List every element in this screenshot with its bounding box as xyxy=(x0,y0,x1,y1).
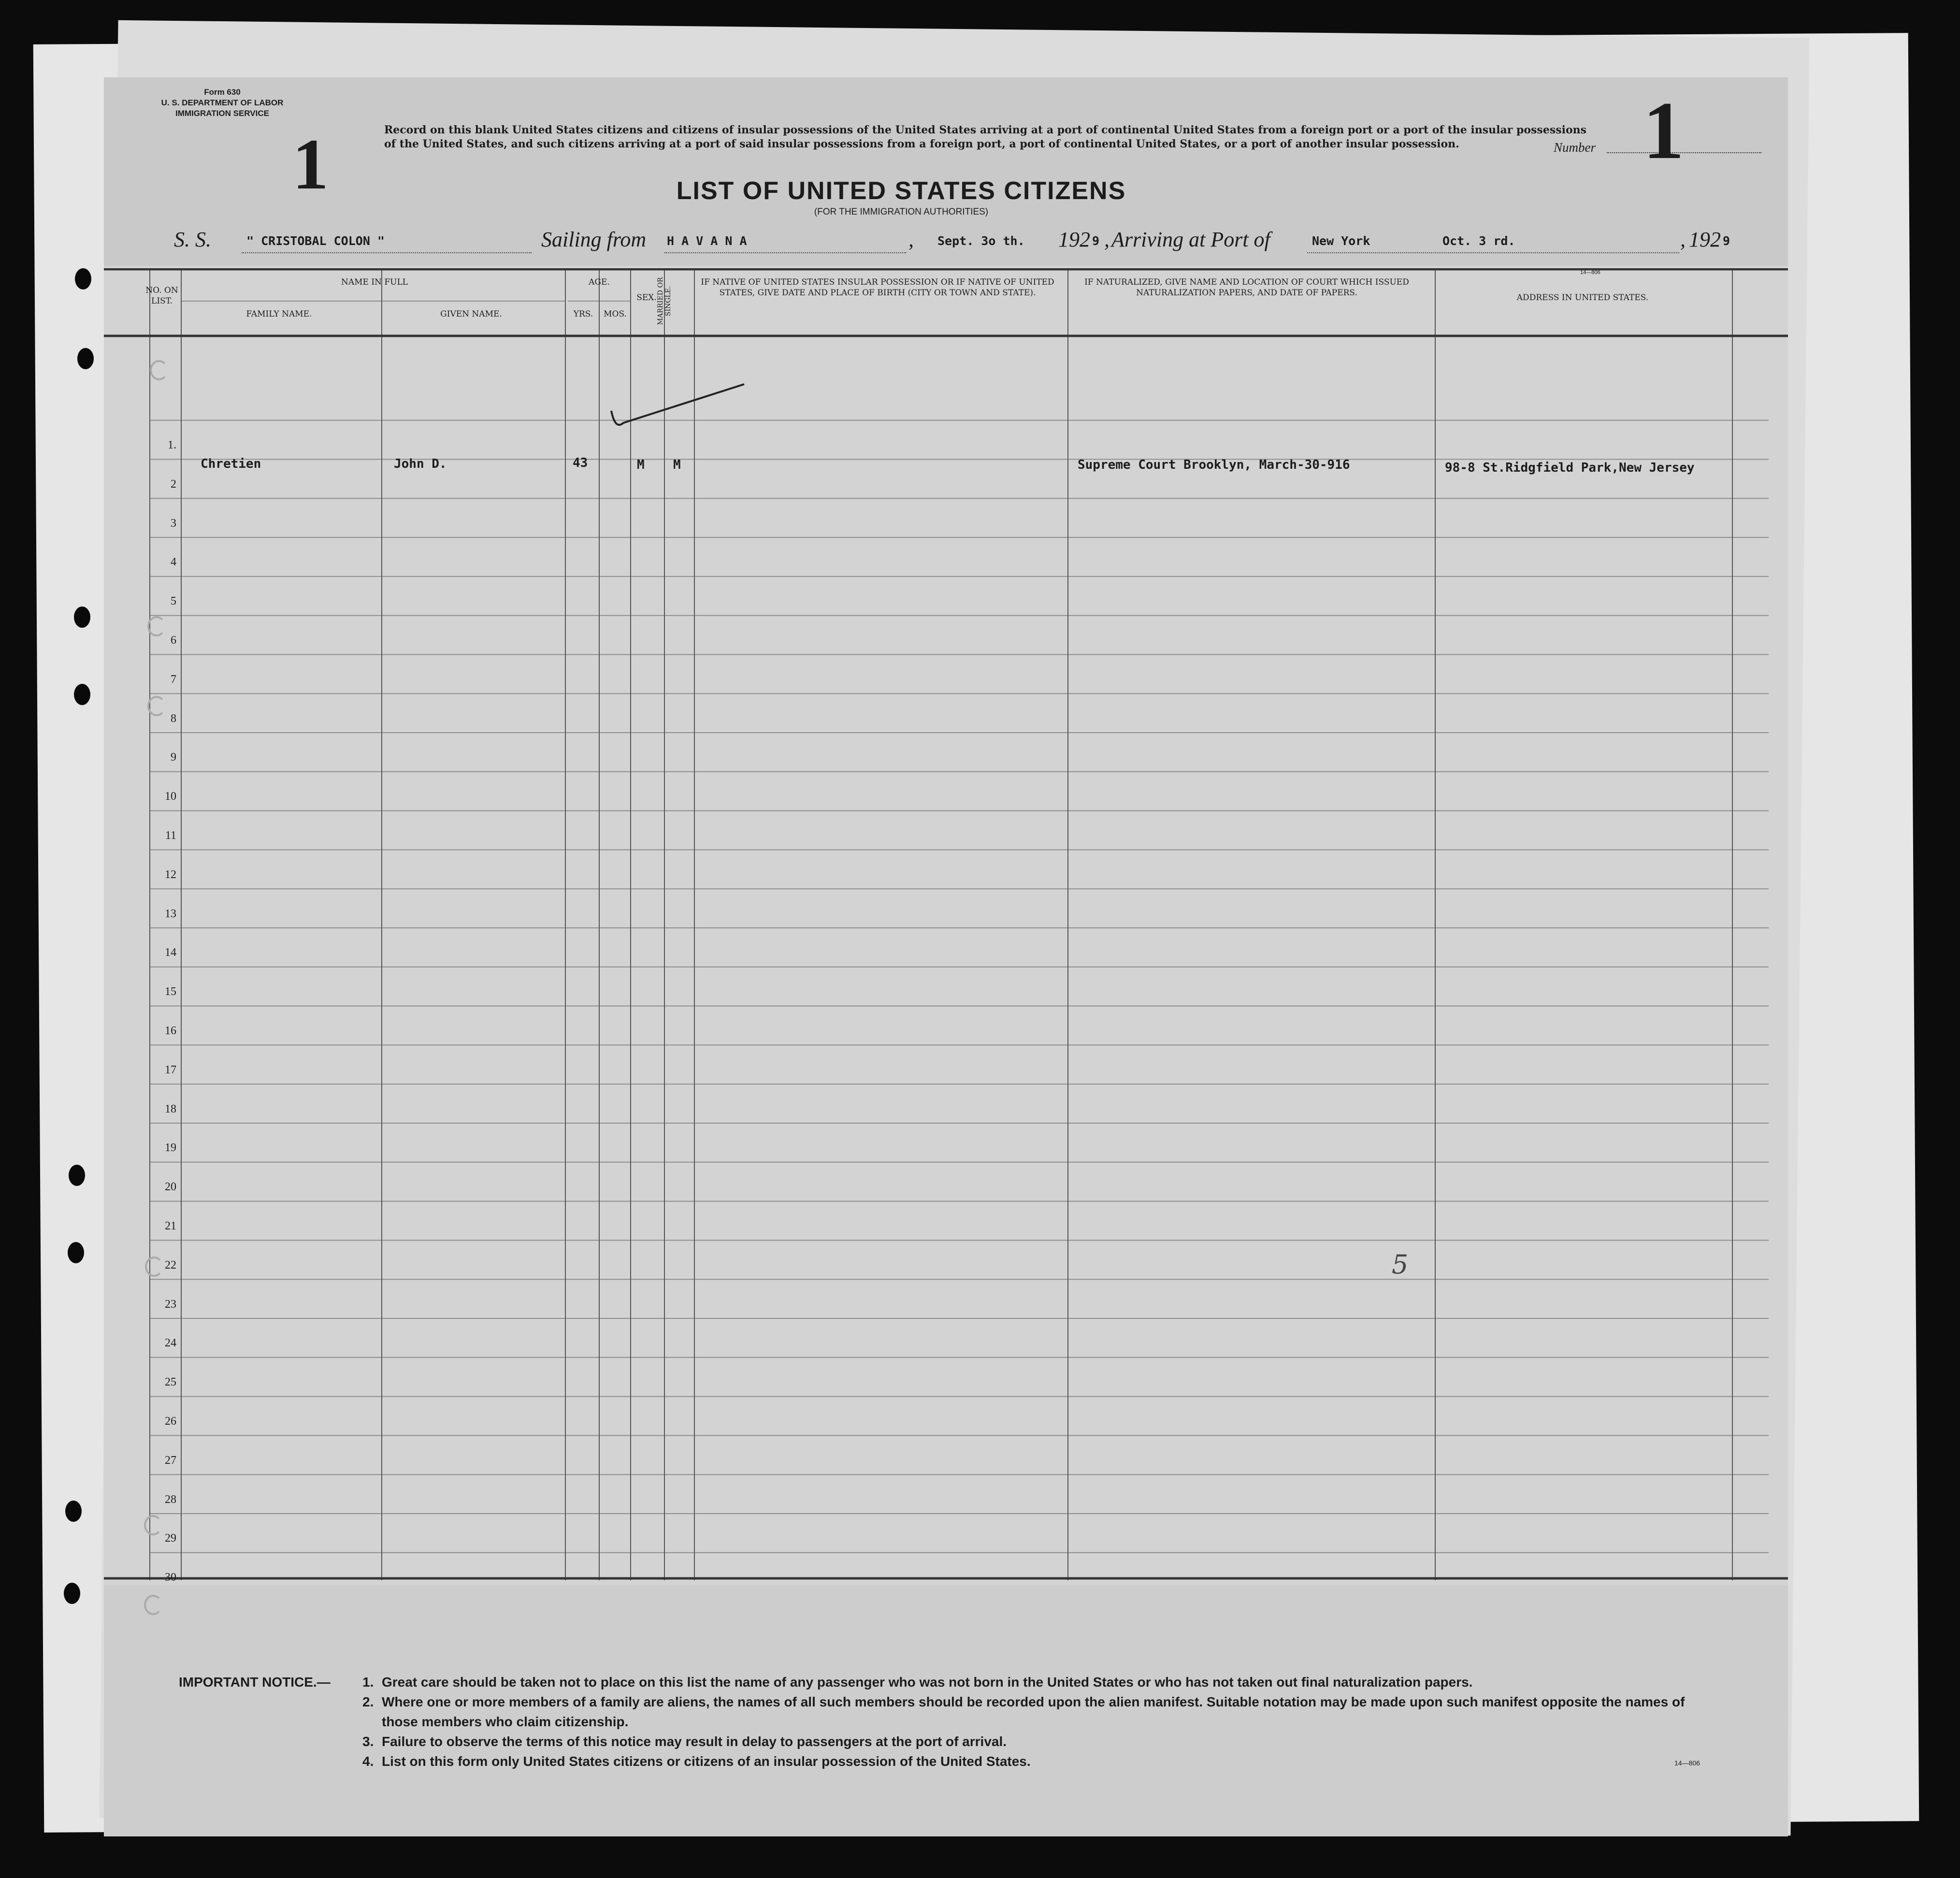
departure-port: H A V A N A xyxy=(667,234,747,248)
row-number: 29 xyxy=(165,1532,176,1545)
departure-year-digit: 9 xyxy=(1092,234,1100,248)
ss-label: S. S. xyxy=(174,228,211,251)
col-header-family-name: FAMILY NAME. xyxy=(246,309,312,319)
notice-item-number: 2. xyxy=(362,1694,374,1709)
given-name-cell: John D. xyxy=(394,457,447,471)
notice-item-number: 3. xyxy=(362,1734,374,1749)
row-number: 23 xyxy=(165,1298,176,1311)
row-number: 28 xyxy=(165,1493,176,1506)
service-name: IMMIGRATION SERVICE xyxy=(175,109,269,118)
row-number: 25 xyxy=(165,1376,176,1389)
stamped-number: 1 xyxy=(292,124,329,204)
notice-item xyxy=(362,1692,1706,1732)
ring-hole xyxy=(145,1257,163,1277)
row-number: 20 xyxy=(165,1181,176,1194)
notice-item-number: 4. xyxy=(362,1754,374,1769)
notice-list xyxy=(362,1672,1706,1771)
row-number: 26 xyxy=(165,1415,176,1428)
list-number: 1 xyxy=(1643,85,1684,176)
list-number-block xyxy=(1544,85,1766,176)
row-number: 4 xyxy=(171,556,176,569)
col-header-name-in-full: NAME IN FULL xyxy=(341,277,408,287)
ship-name-line xyxy=(242,252,532,253)
row-number: 27 xyxy=(165,1454,176,1467)
row-number: 11 xyxy=(165,829,176,842)
departure-year-prefix: 192 xyxy=(1058,228,1090,251)
ring-hole xyxy=(144,1515,162,1535)
department-name: U. S. DEPARTMENT OF LABOR xyxy=(161,98,284,107)
departure-port-line xyxy=(664,252,906,253)
punch-hole xyxy=(68,1242,84,1263)
notice-item xyxy=(362,1751,1706,1771)
ring-hole xyxy=(147,696,166,716)
row-number: 14 xyxy=(165,946,176,959)
family-name-cell: Chretien xyxy=(201,457,261,471)
row-number: 22 xyxy=(165,1258,176,1271)
col-header-no: NO. ON LIST. xyxy=(145,286,178,306)
col-header-sex: SEX. xyxy=(636,293,657,303)
departure-date: Sept. 3o th. xyxy=(937,234,1025,248)
voyage-line xyxy=(104,227,1788,256)
col-header-age: AGE. xyxy=(589,277,610,287)
age-years-cell: 43 xyxy=(573,456,588,470)
sailing-from-label: Sailing from xyxy=(541,228,647,251)
row-number: 21 xyxy=(165,1220,176,1232)
print-code-top: 14—806 xyxy=(1580,270,1600,275)
row-number: 13 xyxy=(165,907,176,920)
number-label: Number xyxy=(1554,140,1596,155)
print-code-bottom: 14—806 xyxy=(1674,1759,1700,1767)
arriving-label: Arriving at Port of xyxy=(1111,228,1270,251)
sex-cell: M xyxy=(637,458,645,472)
comma: , xyxy=(1104,228,1110,251)
notice-item-text: Failure to observe the terms of this notice may result in delay to passengers at the port of arrival. xyxy=(382,1734,1007,1749)
col-header-married: MARRIED OR SINGLE. xyxy=(657,277,672,325)
punch-hole xyxy=(75,268,91,289)
col-header-mos: MOS. xyxy=(604,309,627,319)
row-number: 6 xyxy=(171,634,176,647)
passenger-table xyxy=(104,268,1788,1584)
comma: , xyxy=(908,228,914,251)
row-number: 8 xyxy=(171,712,176,725)
ship-name: " CRISTOBAL COLON " xyxy=(246,234,385,248)
row-number: 12 xyxy=(165,868,176,881)
ring-hole xyxy=(150,360,168,380)
manifest-sheet xyxy=(104,77,1788,1836)
row-number: 16 xyxy=(165,1025,176,1037)
row-number: 24 xyxy=(165,1337,176,1350)
col-header-address: ADDRESS IN UNITED STATES. xyxy=(1516,293,1649,303)
notice-item-text: Where one or more members of a family are aliens, the names of all such members should be recorded upon the alien manifest. Suitable notation may be made upon such manifest opposite the names of those members who claim citizenship. xyxy=(382,1694,1685,1729)
col-header-naturalized: IF NATURALIZED, GIVE NAME AND LOCATION OF COURT WHICH ISSUED NATURALIZATION PAPERS, AND DATE OF PAPERS. xyxy=(1084,277,1409,298)
arrival-year-digit: 9 xyxy=(1723,234,1730,248)
notice-item-text: List on this form only United States citizens or citizens of an insular possession of the United States. xyxy=(382,1754,1031,1769)
row-number: 15 xyxy=(165,985,176,998)
col-header-native: IF NATIVE OF UNITED STATES INSULAR POSSESSION OR IF NATIVE OF UNITED STATES, GIVE DATE AND PLACE OF BIRTH (CITY OR TOWN AND STATE). xyxy=(701,277,1054,298)
pencil-annotation: 5 xyxy=(1392,1249,1409,1280)
form-number: Form 630 xyxy=(204,87,241,97)
row-number: 19 xyxy=(165,1141,176,1155)
punch-hole xyxy=(64,1583,80,1604)
notice-heading: IMPORTANT NOTICE.— xyxy=(179,1675,331,1690)
row-number: 2 xyxy=(171,477,176,491)
row-number: 30 xyxy=(165,1571,176,1584)
form-identifier xyxy=(150,87,295,119)
row-number: 7 xyxy=(171,673,176,686)
check-mark-icon xyxy=(606,382,751,435)
document-title: LIST OF UNITED STATES CITIZENS xyxy=(676,177,1126,205)
row-number: 9 xyxy=(171,751,176,764)
row-number: 5 xyxy=(171,595,176,608)
arrival-line xyxy=(1307,252,1679,253)
ring-hole xyxy=(147,616,166,636)
row-number: 10 xyxy=(165,790,176,803)
punch-hole xyxy=(74,684,90,705)
marital-status-cell: M xyxy=(673,458,681,472)
naturalization-cell: Supreme Court Brooklyn, March-30-916 xyxy=(1078,458,1350,472)
number-line xyxy=(1607,152,1761,153)
document-subtitle: (FOR THE IMMIGRATION AUTHORITIES) xyxy=(814,207,989,217)
row-number: 1. xyxy=(168,439,176,451)
address-cell: 98-8 St.Ridgfield Park,New Jersey xyxy=(1445,461,1695,475)
ring-hole xyxy=(144,1595,162,1615)
notice-item-text: Great care should be taken not to place on this list the name of any passenger who was not born in the United States or who has not taken out final naturalization papers. xyxy=(382,1675,1473,1690)
comma: , xyxy=(1680,228,1686,251)
row-number: 18 xyxy=(165,1102,176,1115)
col-header-given-name: GIVEN NAME. xyxy=(440,309,502,319)
header-notice: Record on this blank United States citizens and citizens of insular possessions of the United States arriving at a port of continental United States from a foreign port or a port of the insular possessions of the United States, and such citizens arriving at a port of said insular possessions from a foreign port, a port of continental United States, or a port of another insular possession. xyxy=(384,124,1586,150)
arrival-port: New York xyxy=(1312,234,1370,248)
col-header-yrs: YRS. xyxy=(573,309,593,319)
row-number: 17 xyxy=(165,1063,176,1076)
punch-hole xyxy=(65,1501,82,1522)
notice-item-number: 1. xyxy=(362,1675,374,1690)
arrival-date: Oct. 3 rd. xyxy=(1442,234,1515,248)
punch-hole xyxy=(74,607,90,628)
notice-item xyxy=(362,1732,1706,1751)
notice-item xyxy=(362,1672,1706,1692)
row-number: 3 xyxy=(171,517,176,530)
punch-hole xyxy=(77,348,94,369)
arrival-year-prefix: 192 xyxy=(1689,228,1721,251)
punch-hole xyxy=(69,1165,85,1186)
